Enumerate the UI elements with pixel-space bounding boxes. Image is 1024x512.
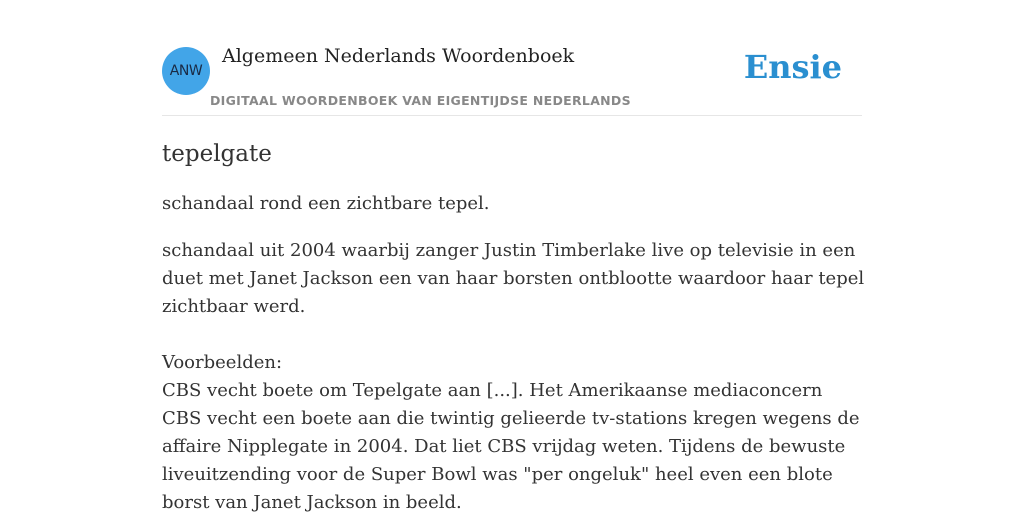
anw-logo[interactable]: ANW	[162, 47, 210, 95]
ensie-brand-link[interactable]: Ensie	[743, 48, 842, 86]
long-definition: schandaal uit 2004 waarbij zanger Justin Timberlake live op televisie in een duet met Janet Jackson een van haar borsten ontblootte waardoor haar tepel zichtbaar werd.	[162, 240, 865, 317]
example-text: CBS vecht boete om Tepelgate aan [...]. Het Amerikaanse mediaconcern CBS vecht een boete aan die twintig gelieerde tv-stations kregen wegens de affaire Nipplegate in 2004. Dat liet CBS vrijdag weten. Tijdens de bewuste liveuitzending voor de Super Bowl was "per ongeluk" heel even een blote borst van Janet Jackson in beeld.	[162, 380, 860, 512]
site-subtitle: DIGITAAL WOORDENBOEK VAN EIGENTIJDSE NEDERLANDS	[210, 93, 631, 108]
site-title[interactable]: Algemeen Nederlands Woordenboek	[222, 45, 575, 67]
spacer	[162, 321, 867, 349]
entry-content	[162, 138, 867, 512]
short-definition: schandaal rond een zichtbare tepel.	[162, 193, 490, 214]
site-header	[162, 0, 862, 116]
entry-term: tepelgate	[162, 141, 272, 167]
examples-heading: Voorbeelden:	[162, 352, 283, 373]
